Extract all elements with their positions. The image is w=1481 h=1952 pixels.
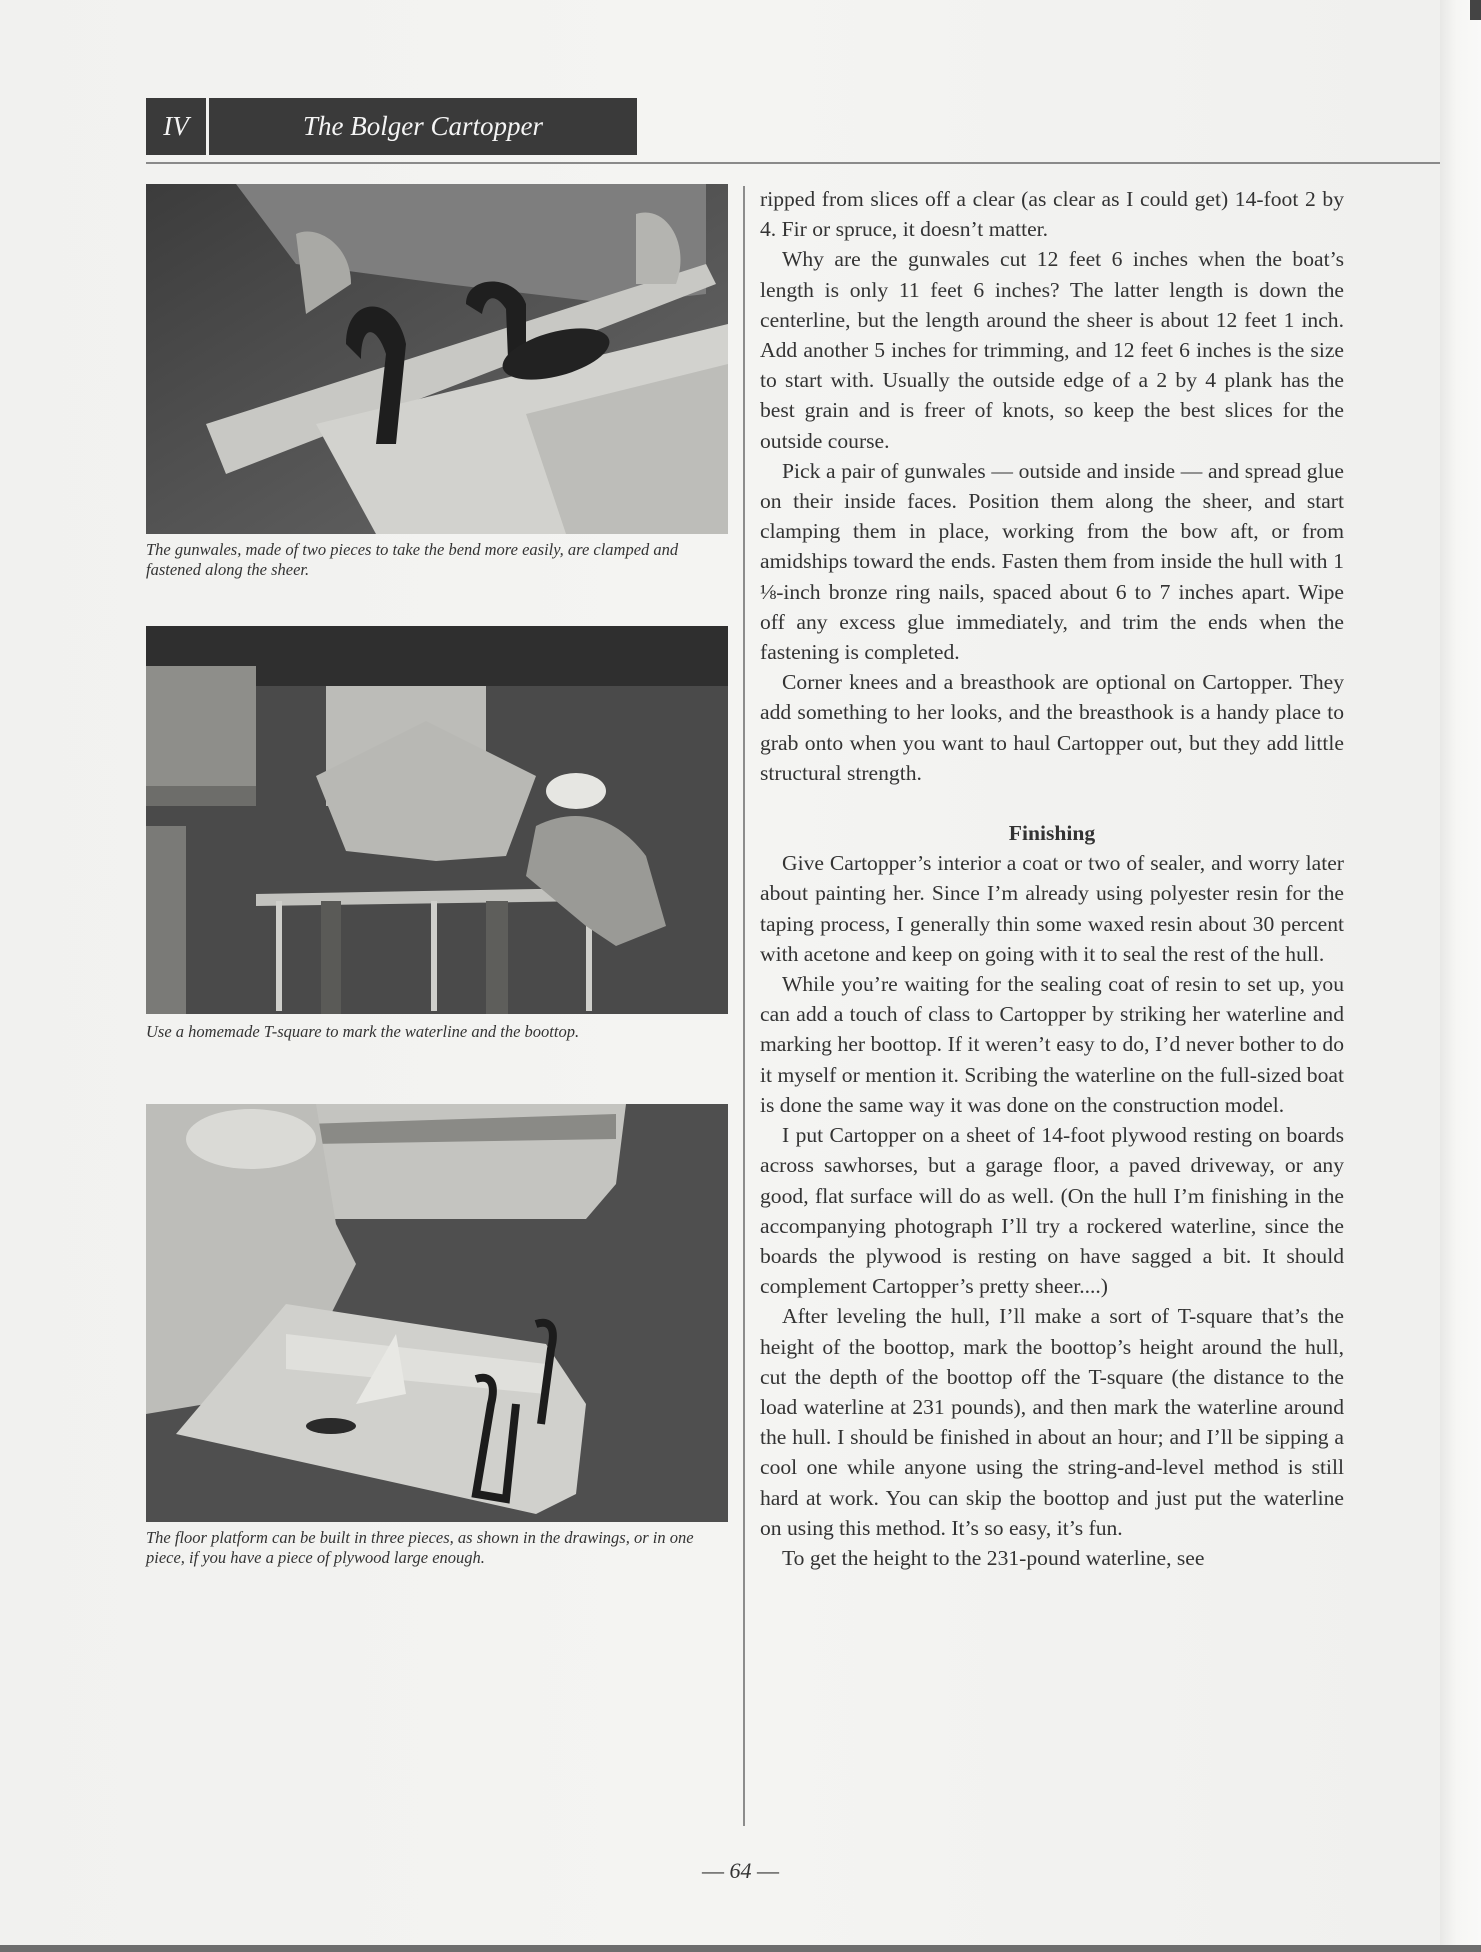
chapter-header: [146, 98, 637, 155]
caption-figure-1: The gunwales, made of two pieces to take the bend more easily, are clamped and fastened along the sheer.: [146, 540, 679, 579]
chapter-title: The Bolger Cartopper: [209, 98, 637, 155]
paragraph: Corner knees and a breasthook are optional on Cartopper. They add something to her looks, and the breasthook is a handy place to grab onto when you want to haul Cartopper out, but they add little structural strength.: [760, 670, 1344, 785]
photo-gunwale-clamping: [146, 184, 728, 534]
photo-floor-platform: [146, 1104, 728, 1522]
body-text: [760, 184, 1344, 1573]
chapter-number: IV: [146, 98, 206, 155]
section-heading: Finishing: [1008, 821, 1096, 846]
paragraph: Pick a pair of gunwales — outside and inside — and spread glue on their inside faces. Position them along the sheer, and start clamping them in place, working from the bow aft, or from amidships toward the ends. Fasten them from inside the hull with 1 ⅛-inch bronze ring nails, spaced about 6 to 7 inches apart. Wipe off any excess glue immediately, and trim the ends when the fastening is completed.: [760, 458, 1344, 665]
scan-bottom-edge: [0, 1945, 1481, 1952]
page-number: — 64 —: [702, 1858, 779, 1883]
scan-edge-shadow: [1470, 0, 1481, 20]
paragraph: ripped from slices off a clear (as clear as I could get) 14-foot 2 by 4. Fir or spruce, it doesn’t matter.: [760, 187, 1344, 242]
column-rule: [743, 186, 745, 1826]
photo-image: [146, 1104, 728, 1522]
paragraph: To get the height to the 231-pound waterline, see: [782, 1545, 1205, 1570]
page-number-value: 64: [729, 1858, 752, 1883]
photo-marking-waterline: [146, 626, 728, 1014]
photo-image: [146, 626, 728, 1014]
page-gutter: [1440, 0, 1481, 1952]
paragraph: Why are the gunwales cut 12 feet 6 inches when the boat’s length is only 11 feet 6 inches? The latter length is down the centerline, but the length around the sheer is about 12 feet 1 inch. Add another 5 inches for trimming, and 12 feet 6 inches is the size to start with. Usually the outside edge of a 2 by 4 plank has the best grain and is freer of knots, so keep the best slices for the outside course.: [760, 247, 1344, 453]
paragraph: I put Cartopper on a sheet of 14-foot plywood resting on boards across sawhorses, but a garage floor, a paved driveway, or any good, flat surface will do as well. (On the hull I’m finishing in the accompanying photograph I’ll try a rockered waterline, since the boards the plywood is resting on have sagged a bit. It should complement Cartopper’s pretty sheer....): [760, 1123, 1344, 1299]
photo-image: [146, 184, 728, 534]
paragraph: While you’re waiting for the sealing coat of resin to set up, you can add a touch of class to Cartopper by striking her waterline and marking her boottop. If it weren’t easy to do, I’d never bother to do it myself or mention it. Scribing the waterline on the full-sized boat is done the same way it was done on the construction model.: [760, 972, 1344, 1117]
header-rule: [146, 162, 1481, 164]
caption-figure-3: The floor platform can be built in three pieces, as shown in the drawings, or in one piece, if you have a piece of plywood large enough.: [146, 1528, 694, 1567]
paragraph: Give Cartopper’s interior a coat or two of sealer, and worry later about painting her. Since I’m already using polyester resin for the taping process, I generally thin some waxed resin about 30 percent with acetone and keep on going with it to seal the rest of the hull.: [760, 851, 1344, 966]
paragraph: After leveling the hull, I’ll make a sort of T-square that’s the height of the boottop, mark the boottop’s height around the hull, cut the depth of the boottop off the T-square (the distance to the load waterline at 231 pounds), and then mark the waterline around the hull. I should be finished in about an hour; and I’ll be sipping a cool one while anyone using the string-and-level method is still hard at work. You can skip the boottop and just put the waterline on using this method. It’s so easy, it’s fun.: [760, 1304, 1344, 1540]
caption-figure-2: Use a homemade T-square to mark the waterline and the boottop.: [146, 1022, 580, 1041]
